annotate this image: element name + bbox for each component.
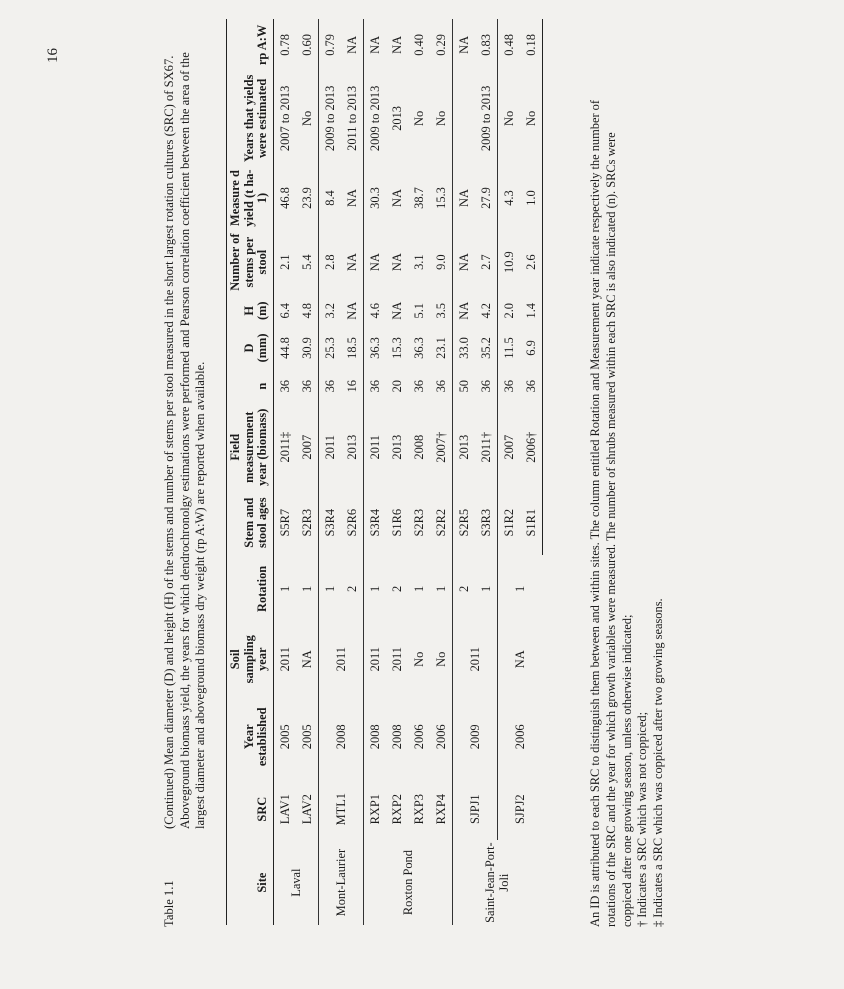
yield-cell: 46.8	[277, 187, 292, 209]
header-stem-stool-ages: Stem and stool ages	[227, 491, 274, 555]
field-year-cell: 2007†	[433, 431, 448, 463]
site-cell: Laval	[288, 868, 303, 897]
yield-cell: 4.3	[497, 166, 520, 230]
soil-cell: 2011	[452, 623, 497, 695]
src-cell: SJPJ2	[497, 778, 542, 840]
stems-cell: 5.4	[299, 254, 314, 270]
stems-cell: NA	[344, 253, 359, 272]
data-table	[226, 19, 543, 925]
footnote-line: rotations of the SRC and the year for which growth variables were measured. The number of shrubs measured within each SRC is also indicated (n). SRCs were	[603, 132, 618, 927]
site-cell: Mont-Laurier	[318, 840, 363, 925]
h-cell: 3.5	[433, 302, 448, 319]
rotation-cell: 1	[497, 555, 542, 623]
ages-cell: S3R4	[363, 491, 386, 555]
n-cell: 36	[497, 369, 520, 404]
yield-cell: NA	[344, 189, 359, 207]
site-cell: Saint-Jean-Port-Joli	[452, 840, 542, 925]
n-cell: 16	[344, 380, 359, 393]
h-cell: 1.4	[520, 294, 543, 327]
h-cell: 6.4	[277, 302, 292, 319]
ages-cell: S2R6	[344, 508, 359, 537]
n-cell: 36	[478, 380, 493, 393]
established-cell: 2006	[497, 695, 542, 778]
field-year-cell: 2013	[344, 434, 359, 460]
page-number: 16	[45, 48, 61, 63]
rp-cell: 0.78	[277, 34, 292, 56]
years-est-cell: 2007 to 2013	[277, 85, 292, 152]
header-rotation: Rotation	[227, 555, 274, 623]
table-row	[430, 19, 453, 925]
years-est-cell: 2013	[389, 106, 404, 131]
h-cell: 4.6	[363, 294, 386, 327]
soil-cell: 2011	[277, 647, 292, 672]
rotation-cell: 1	[318, 555, 341, 623]
rotation-cell: 2	[452, 555, 475, 623]
src-cell: RXP2	[389, 794, 404, 825]
h-cell: NA	[452, 294, 475, 327]
yield-cell: 27.9	[478, 187, 493, 209]
caption-text: (Continued) Mean diameter (D) and height (H) of the stems and number of stems per stool measured in the short largest rotation cultures (SRC) of SX67. Aboveground biomass yield, the years for which dendrochronolgy estimations were performed and Pearson correlation coefficient between the area of the largest diameter and aboveground biomass dry weight (rp A:W) are reported when available.	[162, 52, 207, 829]
ages-cell: S1R2	[497, 491, 520, 555]
d-cell: 35.2	[478, 337, 493, 359]
years-est-cell	[452, 71, 475, 166]
yield-cell: 30.3	[363, 166, 386, 230]
src-cell: RXP3	[411, 794, 426, 825]
d-cell: 23.1	[433, 337, 448, 359]
d-cell: 44.8	[277, 337, 292, 359]
n-cell: 36	[363, 369, 386, 404]
h-cell: NA	[389, 301, 404, 320]
header-stems-per-stool: Number of stems per stool	[227, 230, 274, 294]
header-year-established: Year established	[227, 695, 274, 778]
src-cell: LAV1	[277, 794, 292, 825]
established-cell: 2008	[389, 724, 404, 750]
rp-cell: 0.40	[411, 34, 426, 56]
footnote-double-dagger: ‡ Indicates a SRC which was coppiced after two growing seasons.	[651, 598, 666, 927]
ages-cell: S3R4	[318, 491, 341, 555]
footnote-line: coppiced after one growing season, unless otherwise indicated;	[619, 614, 634, 927]
established-cell: 2005	[299, 724, 314, 750]
table-row	[408, 19, 430, 925]
rp-cell: 0.83	[478, 34, 493, 56]
rp-cell: 0.79	[318, 19, 341, 71]
table-row	[296, 19, 319, 925]
table-row	[386, 19, 408, 925]
years-est-cell: No	[299, 110, 314, 126]
table-row	[318, 19, 341, 925]
rotation-cell: 2	[389, 585, 404, 593]
ages-cell: S2R2	[433, 508, 448, 537]
soil-cell: NA	[497, 623, 542, 695]
rp-cell: 0.29	[433, 34, 448, 56]
years-est-cell: 2009 to 2013	[478, 85, 493, 152]
field-year-cell: 2013	[389, 434, 404, 460]
ages-cell: S2R3	[411, 508, 426, 537]
established-cell: 2008	[363, 695, 386, 778]
n-cell: 20	[389, 380, 404, 393]
years-est-cell: No	[433, 110, 448, 126]
rp-cell: NA	[363, 19, 386, 71]
established-cell: 2009	[452, 695, 497, 778]
soil-cell: 2011	[363, 623, 386, 695]
src-cell: LAV2	[299, 794, 314, 825]
years-est-cell: No	[411, 110, 426, 126]
src-cell: RXP1	[363, 778, 386, 840]
header-field-measurement-year: Field measurement year (biomass)	[227, 404, 274, 491]
n-cell: 36	[433, 380, 448, 393]
n-cell: 36	[277, 380, 292, 393]
header-soil-sampling-year: Soil sampling year	[227, 623, 274, 695]
src-cell: SJPJ1	[452, 778, 497, 840]
d-cell: 18.5	[344, 337, 359, 359]
rotation-cell: 1	[299, 585, 314, 593]
stems-cell: 2.7	[478, 254, 493, 270]
rotation-cell: 1	[478, 585, 493, 593]
d-cell: 25.3	[318, 327, 341, 368]
established-cell: 2006	[433, 724, 448, 750]
rp-cell: 0.18	[520, 19, 543, 71]
header-years-estimated: Years that yields were estimated	[227, 71, 274, 166]
n-cell: 50	[452, 369, 475, 404]
rp-cell: 0.48	[497, 19, 520, 71]
field-year-cell: 2007	[299, 434, 314, 460]
table-header-row	[227, 19, 274, 925]
site-cell: Roxton Pond	[363, 840, 452, 925]
field-year-cell: 2011‡	[277, 431, 292, 463]
n-cell: 36	[299, 380, 314, 393]
table-label: Table 1.1	[162, 880, 176, 927]
yield-cell: 15.3	[433, 187, 448, 209]
years-est-cell: No	[497, 71, 520, 166]
years-est-cell: No	[520, 71, 543, 166]
rotation-cell: 1	[411, 585, 426, 593]
rotation-cell: 1	[277, 585, 292, 593]
stems-cell: NA	[389, 253, 404, 272]
d-cell: 15.3	[389, 337, 404, 359]
h-cell: 4.2	[478, 302, 493, 319]
rp-cell: NA	[389, 35, 404, 54]
established-cell: 2005	[277, 724, 292, 750]
footnote-dagger: † Indicates a SRC which was not coppiced;	[635, 711, 650, 927]
soil-cell: 2011	[389, 647, 404, 672]
yield-cell: 8.4	[318, 166, 341, 230]
h-cell: NA	[344, 301, 359, 320]
d-cell: 30.9	[299, 337, 314, 359]
stems-cell: NA	[363, 230, 386, 294]
stems-cell: 10.9	[497, 230, 520, 294]
table-row	[363, 19, 386, 925]
ages-cell: S2R3	[299, 508, 314, 537]
src-cell: RXP4	[433, 794, 448, 825]
stems-cell: 3.1	[411, 254, 426, 270]
field-year-cell: 2013	[452, 404, 475, 491]
yield-cell: 23.9	[299, 187, 314, 209]
field-year-cell: 2006†	[520, 404, 543, 491]
h-cell: 2.0	[497, 294, 520, 327]
src-cell: MTL1	[318, 778, 363, 840]
years-est-cell: 2009 to 2013	[318, 71, 341, 166]
stems-cell: 2.8	[318, 230, 341, 294]
established-cell: 2008	[318, 695, 363, 778]
years-est-cell: 2011 to 2013	[344, 85, 359, 151]
yield-cell: NA	[452, 166, 475, 230]
header-src: SRC	[227, 778, 274, 840]
header-h: H (m)	[227, 294, 274, 327]
field-year-cell: 2008	[411, 434, 426, 460]
ages-cell: S1R6	[389, 508, 404, 537]
field-year-cell: 2011	[318, 404, 341, 491]
field-year-cell: 2007	[497, 404, 520, 491]
years-est-cell: 2009 to 2013	[363, 71, 386, 166]
soil-cell: No	[411, 651, 426, 667]
yield-cell: 38.7	[411, 187, 426, 209]
d-cell: 36.3	[363, 327, 386, 368]
n-cell: 36	[520, 369, 543, 404]
table-row	[497, 19, 520, 925]
field-year-cell: 2011†	[478, 431, 493, 463]
soil-cell: 2011	[318, 623, 363, 695]
yield-cell: NA	[389, 189, 404, 207]
h-cell: 4.8	[299, 302, 314, 319]
rp-cell: NA	[452, 19, 475, 71]
d-cell: 11.5	[497, 327, 520, 368]
established-cell: 2006	[411, 724, 426, 750]
yield-cell: 1.0	[520, 166, 543, 230]
rotation-cell: 1	[433, 585, 448, 593]
h-cell: 3.2	[318, 294, 341, 327]
n-cell: 36	[411, 380, 426, 393]
table-footnotes	[588, 22, 667, 927]
header-rp: rp A:W	[227, 19, 274, 71]
header-d: D (mm)	[227, 327, 274, 368]
field-year-cell: 2011	[363, 404, 386, 491]
d-cell: 36.3	[411, 337, 426, 359]
h-cell: 5.1	[411, 302, 426, 319]
soil-cell: NA	[299, 650, 314, 669]
footnote-line: An ID is attributed to each SRC to distinguish them between and within sites. The column entitled Rotation and Measurement year indicate respectively the number of	[588, 100, 602, 927]
stems-cell: 2.1	[277, 254, 292, 270]
soil-cell: No	[433, 651, 448, 667]
ages-cell: S5R7	[277, 508, 292, 537]
stems-cell: 2.6	[520, 230, 543, 294]
stems-cell: 9.0	[433, 254, 448, 270]
ages-cell: S1R1	[520, 491, 543, 555]
rp-cell: 0.60	[299, 34, 314, 56]
header-measured-yield: Measure d yield (t ha-1)	[227, 166, 274, 230]
ages-cell: S3R3	[478, 508, 493, 537]
stems-cell: NA	[452, 230, 475, 294]
rotation-cell: 2	[344, 585, 359, 593]
table-row	[452, 19, 475, 925]
table-row	[273, 19, 296, 925]
ages-cell: S2R5	[452, 491, 475, 555]
rp-cell: NA	[344, 35, 359, 54]
n-cell: 36	[318, 369, 341, 404]
rotation-cell: 1	[363, 555, 386, 623]
header-n: n	[227, 369, 274, 404]
d-cell: 33.0	[452, 327, 475, 368]
header-site: Site	[227, 840, 274, 925]
d-cell: 6.9	[520, 327, 543, 368]
